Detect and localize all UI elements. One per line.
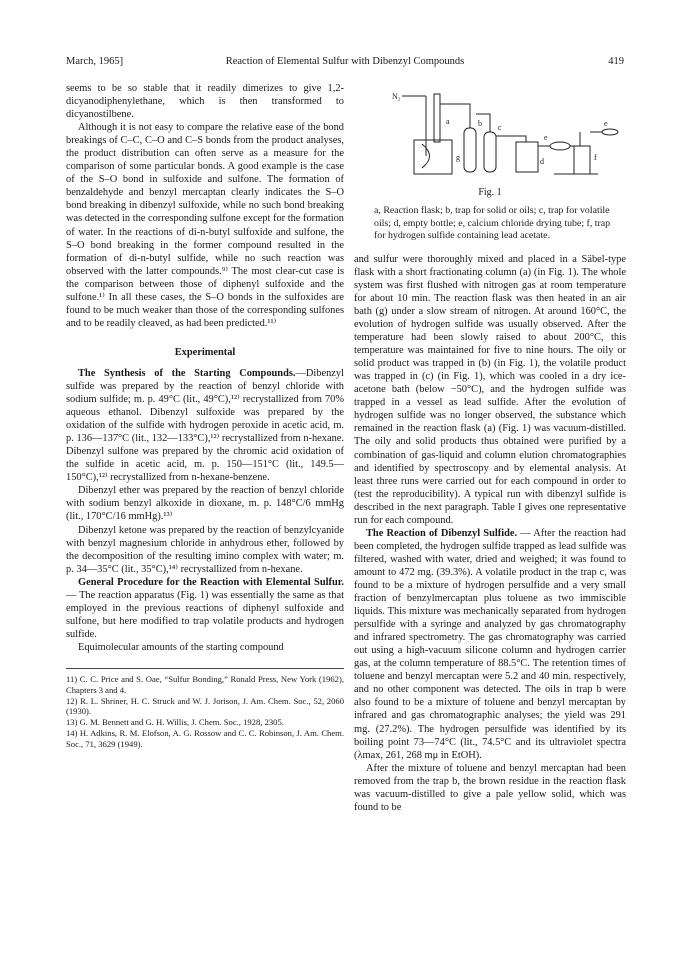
page-number: 419 <box>608 56 624 67</box>
paragraph: and sulfur were thoroughly mixed and placed in a Säbel-type flask with a short fractionating column (a) (in Fig. 1). The whole system was first flushed with nitrogen gas at room temperature for about 10 min. The reaction flask was then heated in an air bath (g) under a slow stream of nitrogen. At around 160°C, the evolution of hydrogen sulfide was usually observed. After the temperature had been slowly raised to about 200°C, this temperature was maintained for five to nine hours. The oily or solid product was trapped in (b) (in Fig. 1), the volatile product was trapped in (c) (in Fig. 1), which was cooled in a dry ice-acetone bath (below −50°C), and the hydrogen sulfide was trapped in a vessel as lead sulfide. After the evolution of hydrogen sulfide was no longer observed, the substance which remained in the reaction flask (a) (Fig. 1) was vacuum-distilled. The oily and solid products thus obtained were purified by a combination of gas-liquid and column elution chromatographies and identified by spectroscopy and by elemental analysis. At least three runs were carried out for each compound in order to (test the reproducibility). A typical run with dibenzyl sulfide is described in the next paragraph. Table I gives one representative run for each compound. <box>354 253 626 526</box>
footnotes <box>66 668 344 750</box>
figure-label: f <box>594 153 597 162</box>
paragraph: seems to be so stable that it readily dimerizes to give 1,2-dicyanodiphenylethane, which is then transformed to dicyanostilbene. <box>66 83 344 121</box>
footnote: 11) C. C. Price and S. Oae, “Sulfur Bonding,” Ronald Press, New York (1962), Chapters 3 and 4. <box>66 673 344 695</box>
run-in-heading: General Procedure for the Reaction with Elemental Sulfur. <box>78 576 344 588</box>
header-title: Reaction of Elemental Sulfur with Dibenzyl Compounds <box>225 56 465 67</box>
section-heading-experimental: Experimental <box>174 346 236 358</box>
paragraph: Although it is not easy to compare the relative ease of the bond breakings of C–C, C–O and C–S bonds from the product analyses, the product distribution can often serve as a measure for the comparison of some particular bonds. A good example is the case of the S–O bond in sulfoxide and sulfone. The formation of benzaldehyde and benzyl mercaptan clearly indicates the S–O bond breaking in dibenzyl sulfoxide, while no such bond breaking was detected in the corresponding sulfone except for the formation of water. In the reactions of di-n-butyl sulfoxide and sulfone, the S–O bond breaking in the former compound resulted in the formation of di-n-butyl sulfide, while no such reaction was observed with the latter compounds.⁹⁾ The most clear-cut case is the comparison between those of diphenyl sulfoxide and the sulfone.¹⁾ In all these cases, the S–O bonds in the sulfoxides are found to be much weaker than those of the corresponding sulfones and to be readily cleaved, as had been predicted.¹¹⁾ <box>66 122 344 329</box>
footnote: 13) G. M. Bennett and G. H. Willis, J. Chem. Soc., 1928, 2305. <box>66 717 284 728</box>
paragraph: Dibenzyl ether was prepared by the reaction of benzyl chloride with sodium benzyl alkoxide in dioxane, m. p. 148°C/6 mmHg (lit., 170°C/16 mmHg).¹³⁾ <box>66 485 344 523</box>
paragraph-dibenzyl-sulfide <box>354 527 626 762</box>
header-date: March, 1965] <box>66 56 124 67</box>
figure-label: g <box>456 153 460 162</box>
paragraph: After the mixture of toluene and benzyl mercaptan had been removed from the trap b, the brown residue in the reaction flask was vacuum-distilled to give a pale yellow solid, which was found to be <box>354 762 626 813</box>
figure-label: e <box>544 133 548 142</box>
paragraph: Dibenzyl ketone was prepared by the reaction of benzylcyanide with benzyl magnesium chloride in anhydrous ether, followed by the decomposition of the resulting imino complex with water; m. p. 34—35°C (lit., 35°C),¹⁴⁾ recrystallized from n-hexane. <box>66 524 344 575</box>
left-column <box>66 82 344 750</box>
figure-label: N₂ <box>392 92 401 101</box>
figure-label: d <box>540 157 544 166</box>
paragraph-body: —Dibenzyl sulfide was prepared by the reaction of benzyl chloride with sodium sulfide; m. p. 49°C (lit., 49°C),¹²⁾ recrystallized from 70% aqueous ethanol. Dibenzyl sulfoxide was prepared by the oxidation of the sulfide with hydrogen peroxide in acetic acid, m. p. 136—137°C (lit., 132—133°C),¹²⁾ recrystallized from n-hexane. Dibenzyl sulfone was prepared by the chromic acid oxidation of the sulfide in acetic acid, m. p. 150—151°C (lit., 149.5—150°C),¹²⁾ recrystallized from n-hexane-benzene. <box>66 367 344 484</box>
run-in-heading: The Reaction of Dibenzyl Sulfide. <box>366 527 518 539</box>
figure-label: b <box>478 119 482 128</box>
figure-label: e <box>604 119 608 128</box>
run-in-heading: The Synthesis of the Starting Compounds. <box>78 367 296 379</box>
paragraph: Equimolecular amounts of the starting compound <box>78 641 284 653</box>
apparatus-diagram <box>354 84 626 184</box>
figure-label: c <box>498 123 502 132</box>
paragraph-body: — The reaction apparatus (Fig. 1) was essentially the same as that employed in the previous reactions of diphenyl sulfoxide and sulfone, but here modified to trap volatile products and hydrogen sulfide. <box>66 589 344 640</box>
paragraph-synthesis <box>66 367 344 484</box>
figure-label: a <box>446 117 450 126</box>
paragraph-general-procedure <box>66 576 344 641</box>
running-header <box>66 56 624 70</box>
figure-caption: a, Reaction flask; b, trap for solid or oils; c, trap for volatile oils; d, empty bottle; e, calcium chloride drying tube; f, trap for hydrogen sulfide containing lead acetate. <box>374 205 611 242</box>
figure-title: Fig. 1 <box>478 187 502 198</box>
right-column <box>354 84 626 814</box>
paragraph-body: — After the reaction had been completed, the hydrogen sulfide trapped as lead sulfide was filtered, washed with water, dried and weighed; it was found to amount to 472 mg. (39.3%). A volatile product in the trap c, was found to be a mixture of hydrogen persulfide and a very small fraction of benzylmercaptan plus toluene as two immiscible liquids. This mixture was mechanically separated from hydrogen persulfide with a syringe and analyzed by gas chromatography and infrared spectrometry. The gas chromatography was carried out using a high-vacuum silicone column and hydrogen carrier gas, at the column temperature of 88.5°C. The retention times of toluene and benzyl mercaptan were 5.2 and 40 min. respectively, and no other component was detected. The oils in trap b were also found to be a mixture of toluene and benzyl mercaptan by infrared and gas chromatographic analyses; the yield was 291 mg. (27.2%). The hydrogen persulfide was identified by its boiling point 73—74°C (lit., 74.5°C and its ultraviolet spectra (λmax, 261, 268 mμ in EtOH). <box>354 527 626 761</box>
apparatus-figure <box>354 84 626 184</box>
footnote: 14) H. Adkins, R. M. Elofson, A. G. Rossow and C. C. Robinson, J. Am. Chem. Soc., 71, 3629 (1949). <box>66 727 344 749</box>
footnote: 12) R. L. Shriner, H. C. Struck and W. J. Jorison, J. Am. Chem. Soc., 52, 2060 (1930). <box>66 695 344 717</box>
